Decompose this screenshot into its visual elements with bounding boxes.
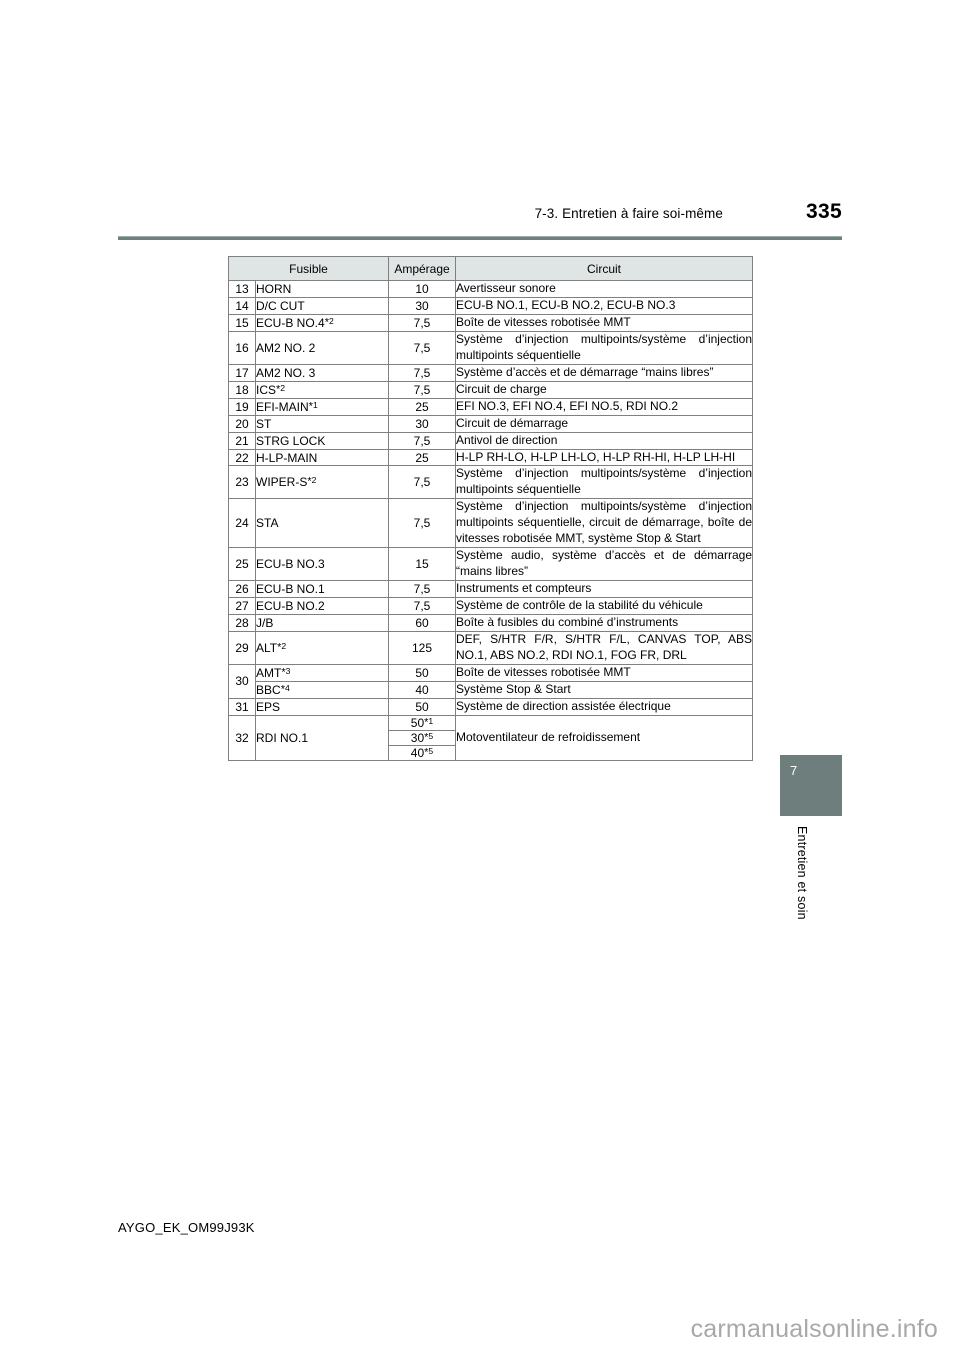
cell-fuse-name: WIPER-$S^{*2}$	[256, 466, 389, 499]
cell-amperage: 7,5	[389, 581, 456, 598]
cell-amperage: 7,5	[389, 364, 456, 381]
cell-circuit: Boîte à fusibles du combiné d’instruments	[456, 615, 753, 632]
cell-fuse-name: AM2 NO. 3	[256, 364, 389, 381]
cell-circuit: Motoventilateur de refroidissement	[456, 715, 753, 760]
cell-fuse-name: ECU-B NO.2	[256, 598, 389, 615]
table-row	[229, 681, 753, 698]
cell-amperage: 7,5	[389, 314, 456, 331]
cell-circuit: Système Stop & Start	[456, 681, 753, 698]
table-row	[229, 466, 753, 499]
page-header	[118, 200, 842, 244]
cell-circuit: H-LP RH-LO, H-LP LH-LO, H-LP RH-HI, H-LP LH-HI	[456, 449, 753, 466]
cell-fuse-number: 25	[229, 548, 256, 581]
cell-fuse-name: BBC$^{*4}$	[256, 681, 389, 698]
footnote-marker: *2	[276, 382, 286, 396]
cell-fuse-name: RDI NO.1	[256, 715, 389, 760]
cell-fuse-number: 17	[229, 364, 256, 381]
cell-circuit: Avertisseur sonore	[456, 281, 753, 298]
table-row	[229, 281, 753, 298]
cell-circuit: Système de contrôle de la stabilité du véhicule	[456, 598, 753, 615]
cell-amperage: 7,5	[389, 381, 456, 398]
footnote-marker: *3	[281, 665, 291, 679]
footnote-marker: *2	[277, 640, 287, 654]
cell-circuit: Circuit de charge	[456, 381, 753, 398]
cell-fuse-name: ECU-B NO.4$^{*2}$	[256, 314, 389, 331]
table-header-row	[229, 257, 753, 281]
cell-circuit: Système d’injection multipoints/système d’injection multipoints séquentielle	[456, 466, 753, 499]
fuse-table	[228, 256, 753, 761]
cell-fuse-name: EFI-MAIN$^{*1}$	[256, 398, 389, 415]
cell-fuse-name: STA	[256, 499, 389, 548]
cell-circuit: Système d’injection multipoints/système d’injection multipoints séquentielle	[456, 331, 753, 364]
table-row	[229, 615, 753, 632]
document-code: AYGO_EK_OM99J93K	[118, 1220, 255, 1235]
site-watermark: carmanualsonline.info	[690, 1315, 938, 1343]
column-header-amperage: Ampérage	[389, 257, 456, 281]
footnote-marker: *4	[280, 682, 290, 696]
cell-circuit: EFI NO.3, EFI NO.4, EFI NO.5, RDI NO.2	[456, 398, 753, 415]
table-row	[229, 331, 753, 364]
cell-circuit: DEF, S/HTR F/R, S/HTR F/L, CANVAS TOP, ABS NO.1, ABS NO.2, RDI NO.1, FOG FR, DRL	[456, 632, 753, 665]
chapter-tab-number: 7	[790, 763, 798, 778]
cell-amperage: 7,5	[389, 499, 456, 548]
cell-fuse-number: 13	[229, 281, 256, 298]
footnote-marker: *2	[307, 475, 317, 488]
cell-fuse-name: ALT$^{*2}$	[256, 632, 389, 665]
cell-circuit: Instruments et compteurs	[456, 581, 753, 598]
fuse-table-container	[228, 256, 752, 761]
chapter-tab-label: Entretien et soin	[795, 826, 809, 920]
cell-fuse-number: 29	[229, 632, 256, 665]
table-row	[229, 432, 753, 449]
table-row	[229, 398, 753, 415]
cell-amperage: 40$^{*5}$	[389, 745, 456, 760]
cell-fuse-name: D/C CUT	[256, 297, 389, 314]
cell-amperage: 7,5	[389, 331, 456, 364]
cell-amperage: 10	[389, 281, 456, 298]
cell-circuit: Antivol de direction	[456, 432, 753, 449]
cell-amperage: 7,5	[389, 466, 456, 499]
table-row	[229, 314, 753, 331]
cell-circuit: Système audio, système d’accès et de démarrage “mains libres”	[456, 548, 753, 581]
table-row	[229, 598, 753, 615]
cell-amperage: 60	[389, 615, 456, 632]
table-row	[229, 548, 753, 581]
table-row	[229, 499, 753, 548]
cell-circuit: Système de direction assistée électrique	[456, 698, 753, 715]
cell-amperage: 30$^{*5}$	[389, 730, 456, 745]
cell-fuse-number: 27	[229, 598, 256, 615]
cell-circuit: ECU-B NO.1, ECU-B NO.2, ECU-B NO.3	[456, 297, 753, 314]
footnote-marker: *1	[308, 399, 318, 413]
footnote-marker: *1	[424, 715, 434, 729]
table-row	[229, 632, 753, 665]
cell-fuse-name: ECU-B NO.1	[256, 581, 389, 598]
table-row	[229, 381, 753, 398]
cell-fuse-number: 30	[229, 664, 256, 698]
page-number: 335	[806, 200, 842, 223]
cell-fuse-number: 32	[229, 715, 256, 760]
cell-circuit: Circuit de démarrage	[456, 415, 753, 432]
cell-fuse-number: 31	[229, 698, 256, 715]
cell-fuse-number: 20	[229, 415, 256, 432]
cell-fuse-name: AM2 NO. 2	[256, 331, 389, 364]
cell-fuse-number: 14	[229, 297, 256, 314]
cell-fuse-number: 21	[229, 432, 256, 449]
cell-amperage: 25	[389, 449, 456, 466]
cell-fuse-number: 18	[229, 381, 256, 398]
cell-amperage: 40	[389, 681, 456, 698]
table-row	[229, 364, 753, 381]
cell-fuse-number: 26	[229, 581, 256, 598]
cell-circuit: Boîte de vitesses robotisée MMT	[456, 664, 753, 681]
cell-amperage: 15	[389, 548, 456, 581]
column-header-fusible: Fusible	[229, 257, 389, 281]
cell-fuse-number: 23	[229, 466, 256, 499]
cell-circuit: Boîte de vitesses robotisée MMT	[456, 314, 753, 331]
footnote-marker: *5	[424, 730, 434, 744]
cell-fuse-number: 24	[229, 499, 256, 548]
table-row	[229, 715, 753, 730]
cell-amperage: 50	[389, 698, 456, 715]
cell-fuse-name: ST	[256, 415, 389, 432]
table-row	[229, 664, 753, 681]
cell-fuse-name: H-LP-MAIN	[256, 449, 389, 466]
table-row	[229, 297, 753, 314]
table-row	[229, 415, 753, 432]
cell-amperage: 30	[389, 297, 456, 314]
table-row	[229, 581, 753, 598]
cell-amperage: 30	[389, 415, 456, 432]
cell-fuse-name: AMT$^{*3}$	[256, 664, 389, 681]
cell-amperage: 25	[389, 398, 456, 415]
section-title: 7-3. Entretien à faire soi-même	[534, 206, 723, 221]
cell-fuse-number: 16	[229, 331, 256, 364]
table-row	[229, 449, 753, 466]
cell-fuse-name: J/B	[256, 615, 389, 632]
footnote-marker: *2	[324, 315, 334, 329]
column-header-circuit: Circuit	[456, 257, 753, 281]
table-row	[229, 698, 753, 715]
cell-fuse-name: ICS$^{*2}$	[256, 381, 389, 398]
cell-amperage: 7,5	[389, 598, 456, 615]
cell-amperage: 7,5	[389, 432, 456, 449]
cell-fuse-name: EPS	[256, 698, 389, 715]
cell-fuse-name: HORN	[256, 281, 389, 298]
cell-fuse-name: STRG LOCK	[256, 432, 389, 449]
cell-amperage: 125	[389, 632, 456, 665]
cell-fuse-number: 15	[229, 314, 256, 331]
cell-fuse-name: ECU-B NO.3	[256, 548, 389, 581]
cell-fuse-number: 28	[229, 615, 256, 632]
cell-fuse-number: 19	[229, 398, 256, 415]
header-divider	[118, 236, 842, 240]
cell-circuit: Système d’accès et de démarrage “mains libres”	[456, 364, 753, 381]
footnote-marker: *5	[424, 745, 434, 759]
chapter-tab	[780, 755, 842, 816]
cell-amperage: 50	[389, 664, 456, 681]
cell-circuit: Système d’injection multipoints/système d’injection multipoints séquentielle, circuit de démarrage, boîte de vitesses robotisée MMT, système Stop & Start	[456, 499, 753, 548]
cell-amperage: 50$^{*1}$	[389, 715, 456, 730]
cell-fuse-number: 22	[229, 449, 256, 466]
